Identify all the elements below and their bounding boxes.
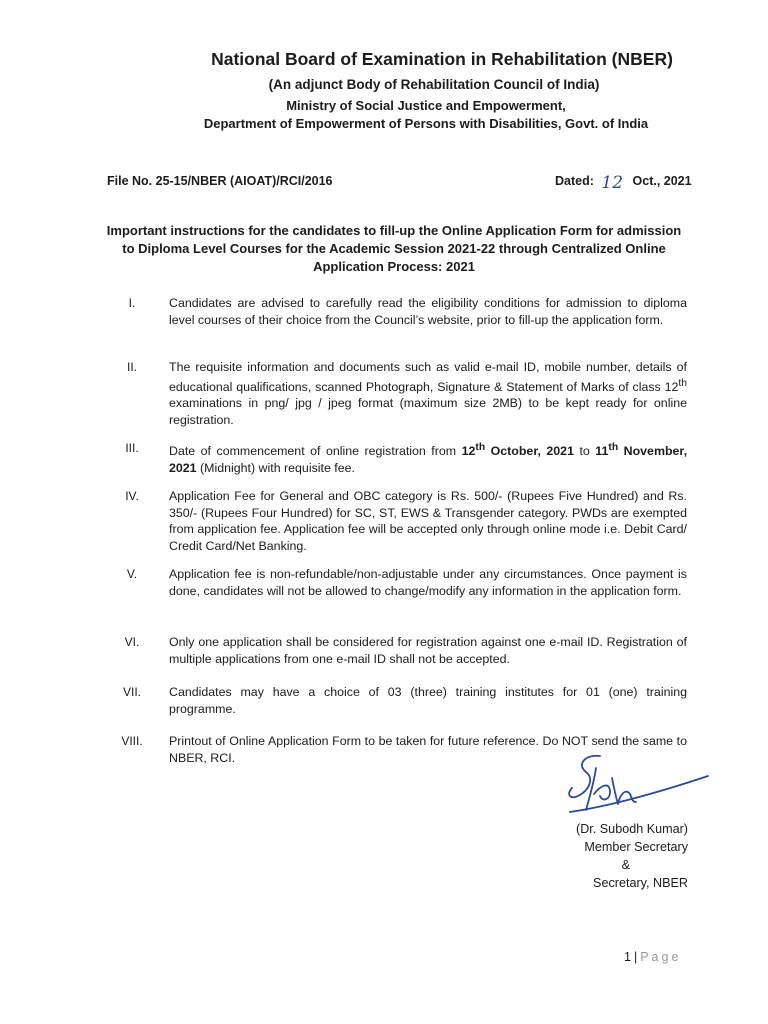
signatory-title: Secretary, NBER bbox=[593, 876, 688, 890]
superscript: th bbox=[678, 377, 687, 389]
item-number: V. bbox=[126, 567, 138, 581]
page-separator: | bbox=[633, 950, 638, 964]
date-line bbox=[555, 170, 692, 193]
item-text: Candidates may have a choice of 03 (three) training institutes for 01 (one) training programme. bbox=[169, 685, 687, 716]
item-text: Date of commencement of online registration from 12th October, 2021 to 11th November, 2021 (Midnight) with requisite fee. bbox=[169, 442, 688, 475]
date-month-year: Oct., 2021 bbox=[632, 174, 692, 188]
header-subtitle: (An adjunct Body of Rehabilitation Council of India) bbox=[268, 77, 600, 92]
instructions-heading: Important instructions for the candidates to fill-up the Online Application Form for admission to Diploma Level Courses for the Academic Session 2021-22 through Centralized Online Application Process: 2021 bbox=[106, 223, 682, 274]
item-number: IV. bbox=[125, 489, 139, 503]
item-number: VI. bbox=[124, 635, 140, 649]
signatory-name: (Dr. Subodh Kumar) bbox=[576, 822, 688, 836]
signature-image bbox=[560, 748, 720, 820]
item-number: III. bbox=[125, 441, 139, 455]
header-department: Department of Empowerment of Persons with Disabilities, Govt. of India bbox=[203, 116, 649, 131]
signatory-designation: Member Secretary bbox=[584, 840, 688, 854]
item-number: VIII. bbox=[121, 734, 143, 748]
date-label: Dated: bbox=[555, 174, 594, 188]
item-text: Printout of Online Application Form to be taken for future reference. Do NOT send the same to NBER, RCI. bbox=[169, 734, 687, 765]
date-day-handwritten: 12 bbox=[601, 173, 624, 193]
item-number: I. bbox=[128, 296, 136, 310]
page-number: 1 bbox=[624, 950, 631, 964]
page-title: National Board of Examination in Rehabilitation (NBER) bbox=[211, 49, 673, 69]
file-number: File No. 25-15/NBER (AIOAT)/RCI/2016 bbox=[107, 174, 333, 188]
page-word: Page bbox=[640, 950, 682, 964]
page-footer bbox=[624, 950, 681, 964]
header-ministry: Ministry of Social Justice and Empowerment, bbox=[286, 98, 566, 113]
signatory-ampersand: & bbox=[621, 858, 630, 872]
item-text: Candidates are advised to carefully read the eligibility conditions for admission to diploma level courses of their choice from the Council’s website, prior to fill-up the application form. bbox=[169, 296, 687, 327]
item-number: II. bbox=[126, 360, 137, 374]
item-text: The requisite information and documents such as valid e-mail ID, mobile number, details of educational qualifications, scanned Photograph, Signature & Statement of Marks of class 12th examinations in png/ jpg / jpeg format (maximum size 2MB) to be kept ready for online registration. bbox=[169, 360, 687, 427]
item-text: Only one application shall be considered for registration against one e-mail ID. Registration of multiple applications from one e-mail ID shall not be accepted. bbox=[169, 635, 687, 666]
item-text: Application fee is non-refundable/non-adjustable under any circumstances. Once payment is done, candidates will not be allowed to change/modify any information in the application form. bbox=[169, 567, 687, 598]
item-text: Application Fee for General and OBC category is Rs. 500/- (Rupees Five Hundred) and Rs. 350/- (Rupees Four Hundred) for SC, ST, EWS & Transgender category. PWDs are exempted from application fee. Application fee will be accepted only through online mode i.e. Debit Card/ Credit Card/Net Banking. bbox=[169, 489, 687, 553]
item-number: VII. bbox=[122, 685, 141, 699]
